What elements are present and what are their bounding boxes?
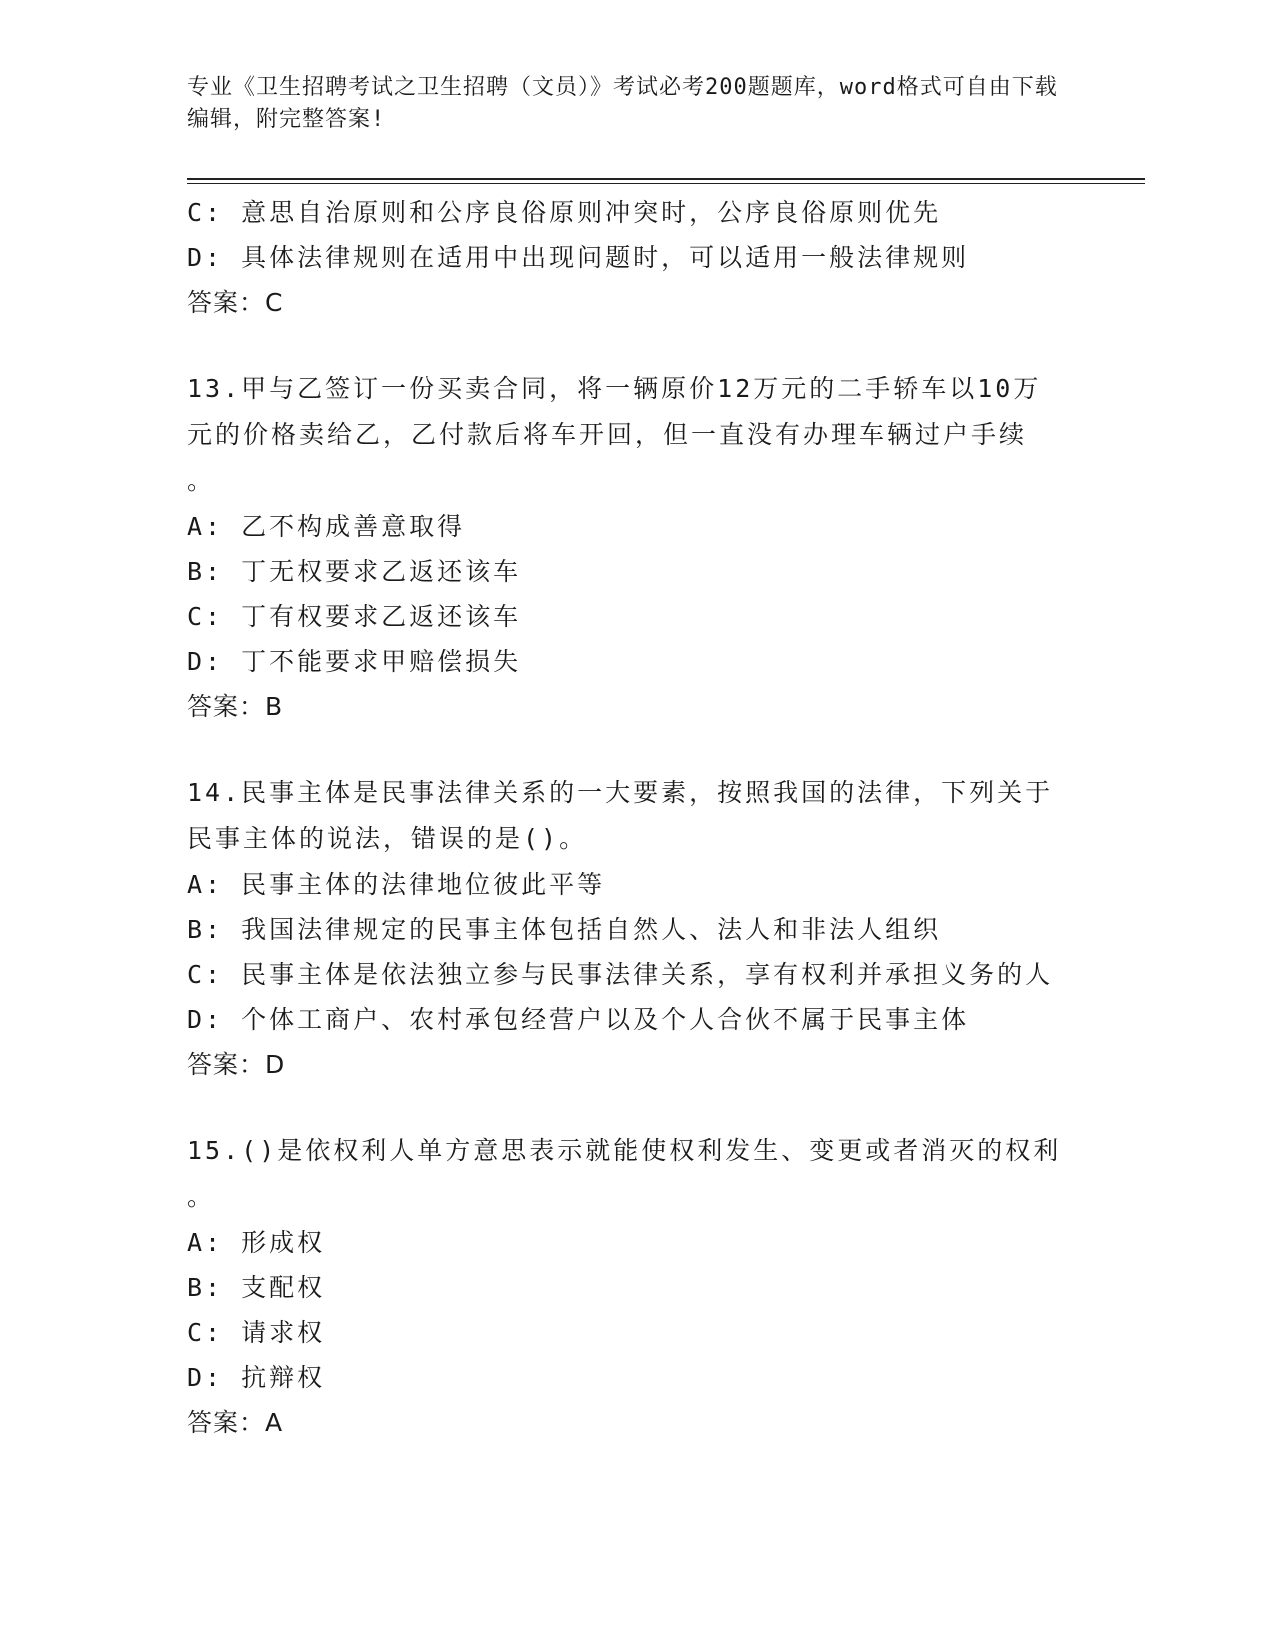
option-b: B: 丁无权要求乙返还该车	[187, 557, 522, 586]
option-b: B: 我国法律规定的民事主体包括自然人、法人和非法人组织	[187, 915, 942, 944]
answer-line: 答案：C	[187, 288, 284, 317]
answer-line: 答案：A	[187, 1408, 284, 1437]
question-stem-line: 民事主体的说法，错误的是()。	[187, 824, 588, 853]
question-stem-line: 15.()是依权利人单方意思表示就能使权利发生、变更或者消灭的权利	[187, 1136, 1062, 1165]
option-a: A: 民事主体的法律地位彼此平等	[187, 870, 606, 899]
option-c: C: 意思自治原则和公序良俗原则冲突时，公序良俗原则优先	[187, 198, 942, 227]
header-divider	[187, 178, 1145, 184]
question-stem-line: 13.甲与乙签订一份买卖合同，将一辆原价12万元的二手轿车以10万	[187, 374, 1042, 403]
option-a: A: 乙不构成善意取得	[187, 512, 466, 541]
option-a: A: 形成权	[187, 1228, 326, 1257]
question-15	[187, 1128, 1147, 1446]
answer-line: 答案：D	[187, 1050, 286, 1079]
option-d: D: 具体法律规则在适用中出现问题时，可以适用一般法律规则	[187, 243, 970, 272]
question-stem-line: 。	[187, 1182, 216, 1211]
answer-line: 答案：B	[187, 692, 284, 721]
question-stem-line: 14.民事主体是民事法律关系的一大要素，按照我国的法律，下列关于	[187, 778, 1054, 807]
option-c: C: 丁有权要求乙返还该车	[187, 602, 522, 631]
option-d: D: 丁不能要求甲赔偿损失	[187, 647, 522, 676]
document-header: 专业《卫生招聘考试之卫生招聘（文员）》考试必考200题题库，word格式可自由下载编辑，附完整答案!	[187, 75, 1058, 132]
question-stem-line: 。	[187, 466, 216, 495]
question-14	[187, 770, 1147, 1088]
question-13	[187, 366, 1147, 730]
document-body	[187, 190, 1147, 1446]
option-d: D: 抗辩权	[187, 1363, 326, 1392]
question-stem-line: 元的价格卖给乙，乙付款后将车开回，但一直没有办理车辆过户手续	[187, 420, 1028, 449]
option-c: C: 民事主体是依法独立参与民事法律关系，享有权利并承担义务的人	[187, 960, 1054, 989]
option-b: B: 支配权	[187, 1273, 326, 1302]
option-c: C: 请求权	[187, 1318, 326, 1347]
option-d: D: 个体工商户、农村承包经营户以及个人合伙不属于民事主体	[187, 1005, 970, 1034]
question-12-continuation	[187, 190, 1147, 326]
